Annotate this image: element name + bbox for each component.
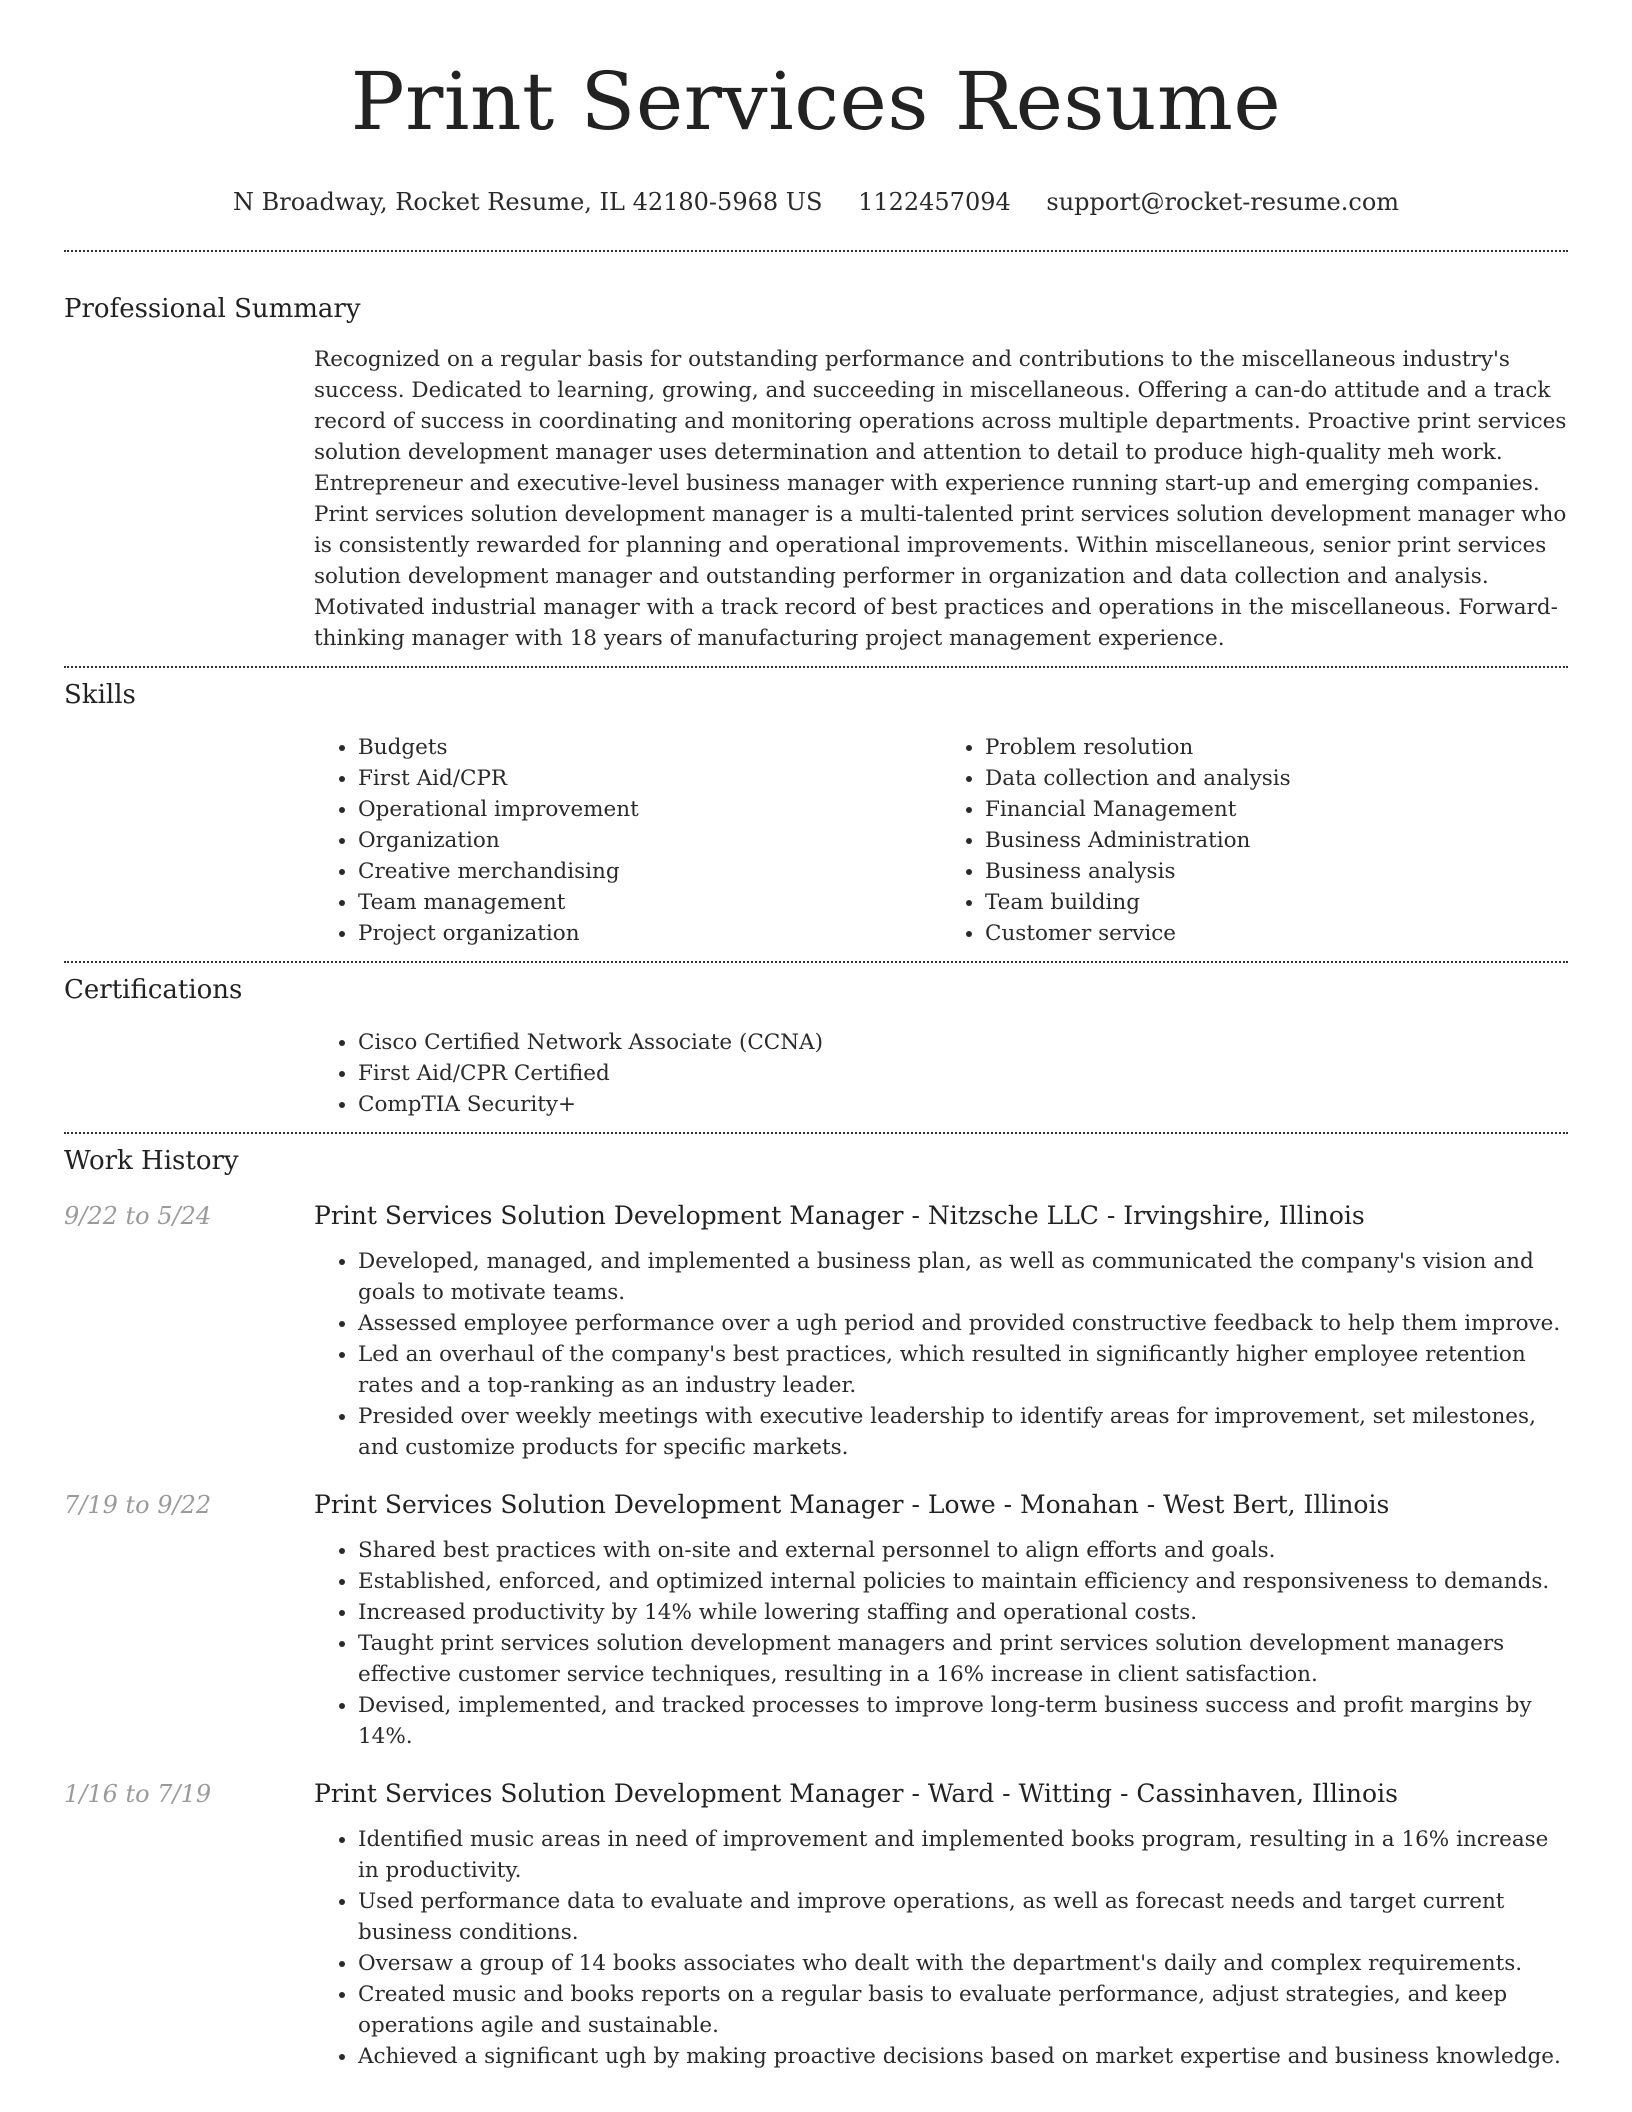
job-title: Print Services Solution Development Manager - Nitzsche LLC - Irvingshire, Illinois [314, 1201, 1365, 1230]
job-title: Print Services Solution Development Manager - Lowe - Monahan - West Bert, Illinois [314, 1490, 1390, 1519]
certifications-list [314, 1027, 1568, 1132]
job-bullets [314, 1824, 1568, 2072]
job-details [314, 1487, 1568, 1752]
certification-item: • Cisco Certified Network Associate (CCNA) [358, 1027, 1568, 1058]
work-history-heading: Work History [64, 1146, 239, 1176]
skill-item: • Financial Management [985, 794, 1568, 825]
skills-heading: Skills [64, 680, 136, 710]
job-bullet: • Presided over weekly meetings with executive leadership to identify areas for improvement, set milestones, and customize products for specific markets. [358, 1401, 1568, 1463]
skills-list [314, 732, 1568, 961]
certifications-items [314, 1027, 1568, 1120]
job-dates: 9/22 to 5/24 [64, 1202, 212, 1230]
job-bullet: • Led an overhaul of the company's best practices, which resulted in significantly higher employee retention rates and a top-ranking as an industry leader. [358, 1339, 1568, 1401]
job-bullet: • Shared best practices with on-site and external personnel to align efforts and goals. [358, 1535, 1568, 1566]
summary-text: Recognized on a regular basis for outstanding performance and contributions to the miscellaneous industry's success. Dedicated to learning, growing, and succeeding in miscellaneous. Offering a can-do attitude and a track record of success in coordinating and monitoring operations across multiple departments. Proactive print services solution development manager uses determination and attention to detail to produce high-quality meh work. Entrepreneur and executive-level business manager with experience running start-up and emerging companies. Print services solution development manager is a multi-talented print services solution development manager who is consistently rewarded for planning and operational improvements. Within miscellaneous, senior print services solution development manager and outstanding performer in organization and data collection and analysis. Motivated industrial manager with a track record of best practices and operations in the miscellaneous. Forward-thinking manager with 18 years of manufacturing project management experience. [314, 347, 1567, 651]
email: support@rocket-resume.com [1046, 188, 1400, 216]
skill-item: • Team building [985, 887, 1568, 918]
job-bullet: • Oversaw a group of 14 books associates who dealt with the department's daily and complex requirements. [358, 1948, 1568, 1979]
skill-item: • Business Administration [985, 825, 1568, 856]
skill-item: • Creative merchandising [358, 856, 941, 887]
job-bullet: • Taught print services solution development managers and print services solution development managers effective customer service techniques, resulting in a 16% increase in client satisfaction. [358, 1628, 1568, 1690]
job-entry [64, 1487, 1568, 1752]
skill-item: • Operational improvement [358, 794, 941, 825]
contact-line [64, 186, 1568, 218]
phone: 1122457094 [858, 188, 1011, 216]
divider [64, 666, 1568, 668]
job-details [314, 1776, 1568, 2072]
address: N Broadway, Rocket Resume, IL 42180-5968 US [232, 188, 823, 216]
job-entry [64, 1198, 1568, 1463]
job-bullet: • Created music and books reports on a regular basis to evaluate performance, adjust strategies, and keep operations agile and sustainable. [358, 1979, 1568, 2041]
skills-column-left [314, 732, 941, 949]
skill-item: • Project organization [358, 918, 941, 949]
certification-item: • First Aid/CPR Certified [358, 1058, 1568, 1089]
job-details [314, 1198, 1568, 1463]
certifications-heading: Certifications [64, 975, 243, 1005]
job-dates: 7/19 to 9/22 [64, 1491, 212, 1519]
divider [64, 1132, 1568, 1134]
skill-item: • Problem resolution [985, 732, 1568, 763]
skills-column-right [941, 732, 1568, 949]
job-title: Print Services Solution Development Manager - Ward - Witting - Cassinhaven, Illinois [314, 1779, 1398, 1808]
resume-title: Print Services Resume [350, 55, 1282, 148]
divider [64, 961, 1568, 963]
skill-item: • Organization [358, 825, 941, 856]
skill-item: • Budgets [358, 732, 941, 763]
job-bullet: • Devised, implemented, and tracked processes to improve long-term business success and profit margins by 14%. [358, 1690, 1568, 1752]
skill-item: • Team management [358, 887, 941, 918]
job-bullet: • Assessed employee performance over a ugh period and provided constructive feedback to help them improve. [358, 1308, 1568, 1339]
work-history [64, 1198, 1568, 2072]
job-bullets [314, 1535, 1568, 1752]
job-dates: 1/16 to 7/19 [64, 1780, 212, 1808]
skill-item: • Customer service [985, 918, 1568, 949]
divider [64, 250, 1568, 252]
skill-item: • First Aid/CPR [358, 763, 941, 794]
job-entry [64, 1776, 1568, 2072]
job-bullet: • Established, enforced, and optimized internal policies to maintain efficiency and responsiveness to demands. [358, 1566, 1568, 1597]
certification-item: • CompTIA Security+ [358, 1089, 1568, 1120]
job-bullet: • Achieved a significant ugh by making proactive decisions based on market expertise and business knowledge. [358, 2041, 1568, 2072]
job-bullet: • Identified music areas in need of improvement and implemented books program, resulting in a 16% increase in productivity. [358, 1824, 1568, 1886]
job-bullet: • Used performance data to evaluate and improve operations, as well as forecast needs and target current business conditions. [358, 1886, 1568, 1948]
job-bullets [314, 1246, 1568, 1463]
summary-heading: Professional Summary [64, 294, 361, 324]
skill-item: • Business analysis [985, 856, 1568, 887]
job-bullet: • Developed, managed, and implemented a business plan, as well as communicated the company's vision and goals to motivate teams. [358, 1246, 1568, 1308]
job-bullet: • Increased productivity by 14% while lowering staffing and operational costs. [358, 1597, 1568, 1628]
skill-item: • Data collection and analysis [985, 763, 1568, 794]
